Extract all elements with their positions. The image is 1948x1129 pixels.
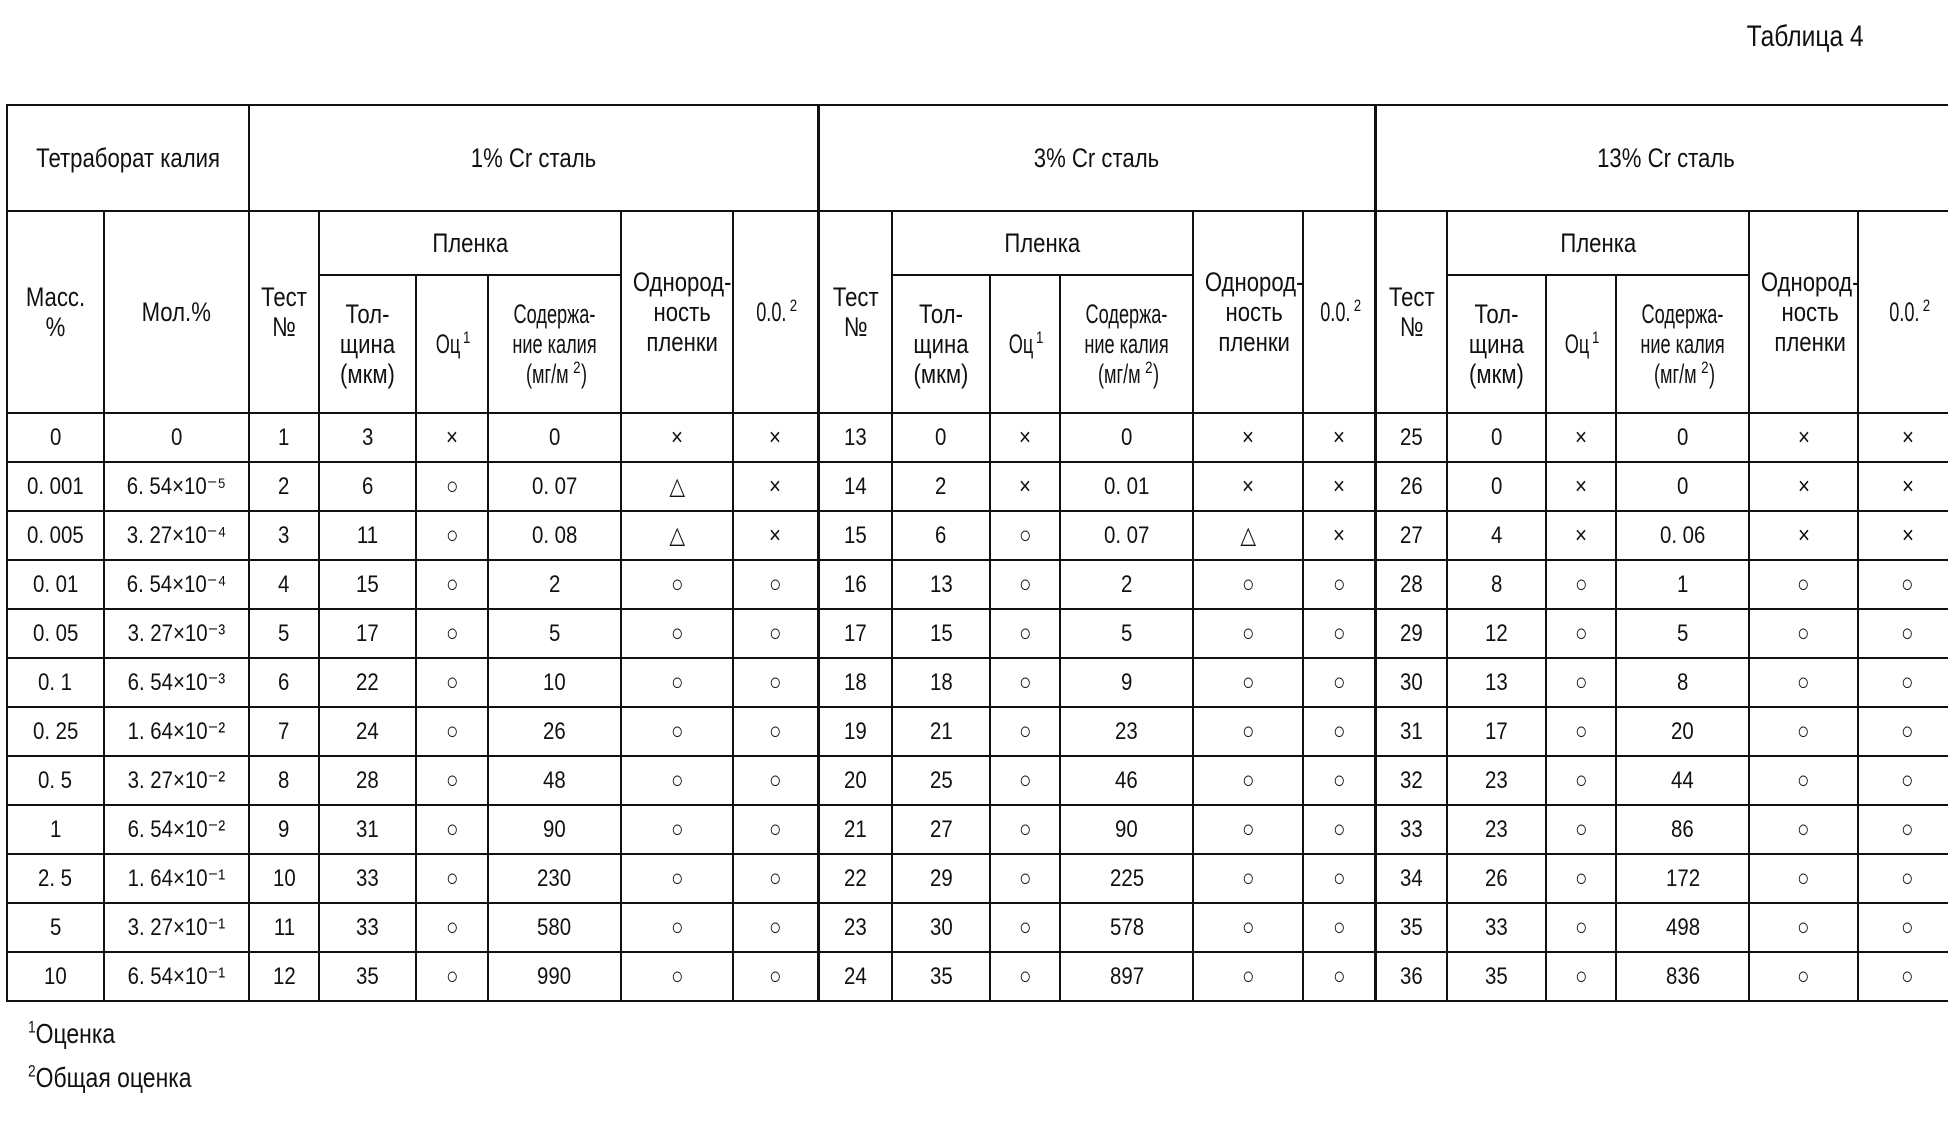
table-cell: × — [1546, 462, 1616, 511]
table-cell: ○ — [990, 952, 1060, 1001]
table-cell: 0. 001 — [7, 462, 104, 511]
table-cell: 22 — [319, 658, 416, 707]
table-cell: × — [1546, 511, 1616, 560]
table-cell: × — [1858, 511, 1948, 560]
table-cell: 2 — [249, 462, 319, 511]
table-cell: 6. 54×10⁻⁴ — [104, 560, 249, 609]
table-cell: ○ — [733, 952, 818, 1001]
table-cell: 1 — [1616, 560, 1749, 609]
table-cell: 21 — [892, 707, 990, 756]
table-cell: ○ — [1193, 707, 1303, 756]
table-cell: 29 — [892, 854, 990, 903]
table-cell: 9 — [249, 805, 319, 854]
table-cell: 5 — [7, 903, 104, 952]
table-cell: × — [1749, 462, 1858, 511]
header-score: Оц 1 — [990, 275, 1060, 413]
table-cell: 6. 54×10⁻² — [104, 805, 249, 854]
table-cell: ○ — [416, 511, 488, 560]
table-cell: ○ — [990, 756, 1060, 805]
table-cell: ○ — [416, 854, 488, 903]
table-cell: ○ — [1546, 805, 1616, 854]
header-group-2: 3% Cr сталь — [818, 105, 1375, 211]
table-cell: 0 — [1447, 413, 1546, 462]
table-cell: ○ — [1749, 854, 1858, 903]
table-cell: × — [990, 413, 1060, 462]
table-cell: ○ — [621, 560, 733, 609]
table-cell: 21 — [818, 805, 892, 854]
table-cell: 0. 005 — [7, 511, 104, 560]
table-cell: ○ — [1303, 707, 1375, 756]
table-cell: 34 — [1375, 854, 1447, 903]
table-cell: ○ — [416, 560, 488, 609]
table-cell: ○ — [621, 854, 733, 903]
table-cell: 25 — [1375, 413, 1447, 462]
table-row — [7, 707, 1948, 756]
table-cell: 18 — [892, 658, 990, 707]
table-cell: 1. 64×10⁻¹ — [104, 854, 249, 903]
table-cell: 6 — [319, 462, 416, 511]
table-cell: ○ — [1193, 903, 1303, 952]
table-cell: 14 — [818, 462, 892, 511]
table-cell: 15 — [818, 511, 892, 560]
table-cell: ○ — [1858, 609, 1948, 658]
table-row — [7, 609, 1948, 658]
table-cell: ○ — [1546, 560, 1616, 609]
table-row — [7, 560, 1948, 609]
table-cell: ○ — [1193, 560, 1303, 609]
table-cell: 7 — [249, 707, 319, 756]
table-cell: 26 — [488, 707, 621, 756]
table-cell: 5 — [1616, 609, 1749, 658]
footnote: 1Оценка — [28, 1018, 115, 1050]
table-cell: ○ — [733, 903, 818, 952]
table-cell: ○ — [1858, 756, 1948, 805]
table-cell: 1 — [249, 413, 319, 462]
table-cell: ○ — [990, 903, 1060, 952]
table-cell: 5 — [1060, 609, 1193, 658]
table-cell: ○ — [733, 756, 818, 805]
table-cell: 3. 27×10⁻¹ — [104, 903, 249, 952]
table-cell: ○ — [416, 462, 488, 511]
table-row — [7, 511, 1948, 560]
table-cell: 0. 05 — [7, 609, 104, 658]
table-cell: 13 — [818, 413, 892, 462]
table-cell: ○ — [990, 560, 1060, 609]
header-thickness: Тол-щина (мкм) — [319, 275, 416, 413]
table-cell: × — [1193, 413, 1303, 462]
header-overall: 0.0. 2 — [1303, 211, 1375, 413]
table-cell: × — [733, 511, 818, 560]
table-cell: △ — [621, 462, 733, 511]
table-cell: ○ — [1303, 609, 1375, 658]
table-cell: ○ — [1193, 609, 1303, 658]
table-cell: ○ — [1749, 609, 1858, 658]
table-cell: 16 — [818, 560, 892, 609]
table-cell: ○ — [621, 756, 733, 805]
table-cell: 0 — [1060, 413, 1193, 462]
table-cell: 0. 1 — [7, 658, 104, 707]
table-cell: ○ — [1749, 560, 1858, 609]
table-row — [7, 805, 1948, 854]
table-cell: ○ — [1303, 805, 1375, 854]
table-cell: 10 — [7, 952, 104, 1001]
table-cell: ○ — [1858, 658, 1948, 707]
table-cell: 0 — [7, 413, 104, 462]
table-cell: 172 — [1616, 854, 1749, 903]
table-cell: ○ — [1858, 805, 1948, 854]
table-cell: ○ — [1749, 658, 1858, 707]
table-cell: ○ — [1858, 952, 1948, 1001]
table-cell: ○ — [1858, 854, 1948, 903]
table-cell: ○ — [1749, 707, 1858, 756]
table-cell: 6. 54×10⁻³ — [104, 658, 249, 707]
table-cell: 0 — [1616, 413, 1749, 462]
table-cell: 33 — [1375, 805, 1447, 854]
table-cell: 33 — [1447, 903, 1546, 952]
table-cell: 11 — [319, 511, 416, 560]
header-test: Тест № — [249, 211, 319, 413]
table-cell: 18 — [818, 658, 892, 707]
table-cell: 20 — [818, 756, 892, 805]
table-cell: × — [733, 413, 818, 462]
table-cell: 0. 06 — [1616, 511, 1749, 560]
header-potassium: Содержа-ние калия (мг/м 2) — [488, 275, 621, 413]
header-score: Оц 1 — [416, 275, 488, 413]
table-cell: 0 — [488, 413, 621, 462]
table-cell: 2 — [1060, 560, 1193, 609]
table-cell: 836 — [1616, 952, 1749, 1001]
header-uniformity: Однород-ность пленки — [1193, 211, 1303, 413]
table-cell: 35 — [319, 952, 416, 1001]
table-cell: × — [1193, 462, 1303, 511]
table-cell: 0 — [1616, 462, 1749, 511]
table-cell: 2. 5 — [7, 854, 104, 903]
table-cell: 8 — [1447, 560, 1546, 609]
table-cell: 9 — [1060, 658, 1193, 707]
table-cell: 578 — [1060, 903, 1193, 952]
table-cell: ○ — [733, 854, 818, 903]
table-cell: 26 — [1375, 462, 1447, 511]
table-cell: 23 — [1447, 805, 1546, 854]
table-cell: 17 — [319, 609, 416, 658]
table-cell: ○ — [1303, 952, 1375, 1001]
table-cell: ○ — [416, 756, 488, 805]
table-row — [7, 658, 1948, 707]
table-cell: × — [416, 413, 488, 462]
header-overall: 0.0. 2 — [1858, 211, 1948, 413]
header-film: Пленка — [892, 211, 1193, 275]
table-cell: ○ — [1193, 952, 1303, 1001]
table-cell: ○ — [733, 707, 818, 756]
table-cell: 8 — [249, 756, 319, 805]
table-cell: ○ — [621, 707, 733, 756]
table-cell: 30 — [892, 903, 990, 952]
table-cell: 25 — [892, 756, 990, 805]
table-cell: 24 — [319, 707, 416, 756]
table-cell: 22 — [818, 854, 892, 903]
table-cell: ○ — [990, 511, 1060, 560]
header-uniformity: Однород-ность пленки — [621, 211, 733, 413]
header-film: Пленка — [1447, 211, 1749, 275]
data-table — [6, 104, 1948, 1002]
table-cell: × — [1303, 511, 1375, 560]
table-cell: ○ — [990, 658, 1060, 707]
table-cell: ○ — [1193, 756, 1303, 805]
table-cell: ○ — [1858, 707, 1948, 756]
table-cell: 23 — [1060, 707, 1193, 756]
header-potassium: Содержа-ние калия (мг/м 2) — [1060, 275, 1193, 413]
table-cell: 12 — [1447, 609, 1546, 658]
table-cell: 90 — [488, 805, 621, 854]
table-cell: ○ — [1546, 903, 1616, 952]
table-cell: 0. 01 — [1060, 462, 1193, 511]
table-cell: ○ — [621, 658, 733, 707]
table-cell: 6. 54×10⁻¹ — [104, 952, 249, 1001]
header-test: Тест № — [818, 211, 892, 413]
table-cell: 990 — [488, 952, 621, 1001]
table-cell: 5 — [488, 609, 621, 658]
table-cell: ○ — [416, 952, 488, 1001]
header-potassium: Содержа-ние калия (мг/м 2) — [1616, 275, 1749, 413]
table-cell: × — [990, 462, 1060, 511]
header-test: Тест № — [1375, 211, 1447, 413]
table-cell: 26 — [1447, 854, 1546, 903]
table-cell: 3. 27×10⁻⁴ — [104, 511, 249, 560]
table-cell: 10 — [249, 854, 319, 903]
table-cell: ○ — [1749, 903, 1858, 952]
header-tetraborate: Тетраборат калия — [7, 105, 249, 211]
table-cell: 13 — [892, 560, 990, 609]
table-cell: 0 — [1447, 462, 1546, 511]
table-cell: ○ — [621, 952, 733, 1001]
table-cell: ○ — [1546, 609, 1616, 658]
table-cell: ○ — [416, 805, 488, 854]
table-cell: ○ — [733, 609, 818, 658]
table-cell: 0. 08 — [488, 511, 621, 560]
table-cell: ○ — [416, 707, 488, 756]
table-cell: 6. 54×10⁻⁵ — [104, 462, 249, 511]
table-cell: ○ — [1193, 805, 1303, 854]
table-cell: ○ — [733, 805, 818, 854]
table-cell: 15 — [319, 560, 416, 609]
table-cell: 13 — [1447, 658, 1546, 707]
header-group-1: 1% Cr сталь — [249, 105, 818, 211]
table-cell: 17 — [1447, 707, 1546, 756]
table-row — [7, 903, 1948, 952]
table-cell: ○ — [416, 903, 488, 952]
table-cell: ○ — [1303, 756, 1375, 805]
table-cell: ○ — [990, 707, 1060, 756]
table-cell: 1 — [7, 805, 104, 854]
table-cell: ○ — [621, 903, 733, 952]
table-cell: 3 — [249, 511, 319, 560]
table-cell: 20 — [1616, 707, 1749, 756]
table-cell: 6 — [249, 658, 319, 707]
table-cell: × — [733, 462, 818, 511]
table-cell: ○ — [990, 805, 1060, 854]
header-score: Оц 1 — [1546, 275, 1616, 413]
header-uniformity: Однород-ность пленки — [1749, 211, 1858, 413]
table-cell: 35 — [1447, 952, 1546, 1001]
table-cell: × — [1858, 413, 1948, 462]
table-cell: 35 — [892, 952, 990, 1001]
table-cell: ○ — [1749, 805, 1858, 854]
table-cell: ○ — [416, 658, 488, 707]
table-cell: 0. 07 — [1060, 511, 1193, 560]
table-cell: ○ — [1303, 560, 1375, 609]
table-row — [7, 413, 1948, 462]
table-cell: × — [1749, 511, 1858, 560]
table-cell: 48 — [488, 756, 621, 805]
table-cell: 90 — [1060, 805, 1193, 854]
table-cell: ○ — [1303, 658, 1375, 707]
table-cell: 0. 5 — [7, 756, 104, 805]
table-cell: 230 — [488, 854, 621, 903]
table-cell: 27 — [892, 805, 990, 854]
table-cell: 3 — [319, 413, 416, 462]
table-title: Таблица 4 — [1747, 20, 1864, 54]
table-cell: ○ — [1193, 658, 1303, 707]
table-cell: 15 — [892, 609, 990, 658]
table-cell: 498 — [1616, 903, 1749, 952]
table-cell: ○ — [733, 560, 818, 609]
table-cell: 31 — [319, 805, 416, 854]
table-cell: × — [1546, 413, 1616, 462]
table-cell: △ — [1193, 511, 1303, 560]
table-cell: 5 — [249, 609, 319, 658]
table-cell: ○ — [416, 609, 488, 658]
table-cell: 17 — [818, 609, 892, 658]
table-cell: ○ — [1303, 854, 1375, 903]
table-cell: ○ — [1546, 707, 1616, 756]
table-cell: ○ — [990, 609, 1060, 658]
table-cell: 28 — [319, 756, 416, 805]
table-row — [7, 952, 1948, 1001]
table-cell: ○ — [1546, 952, 1616, 1001]
table-cell: 3. 27×10⁻³ — [104, 609, 249, 658]
table-cell: 33 — [319, 903, 416, 952]
table-cell: ○ — [1546, 658, 1616, 707]
table-cell: ○ — [1303, 903, 1375, 952]
table-cell: ○ — [1858, 560, 1948, 609]
table-cell: ○ — [1749, 952, 1858, 1001]
table-cell: ○ — [621, 609, 733, 658]
table-cell: 24 — [818, 952, 892, 1001]
table-cell: 2 — [488, 560, 621, 609]
table-cell: × — [1858, 462, 1948, 511]
table-cell: △ — [621, 511, 733, 560]
table-cell: 35 — [1375, 903, 1447, 952]
table-cell: 46 — [1060, 756, 1193, 805]
header-thickness: Тол-щина (мкм) — [1447, 275, 1546, 413]
table-cell: 12 — [249, 952, 319, 1001]
table-cell: 31 — [1375, 707, 1447, 756]
table-cell: 8 — [1616, 658, 1749, 707]
table-cell: ○ — [1858, 903, 1948, 952]
table-cell: 23 — [1447, 756, 1546, 805]
table-cell: 23 — [818, 903, 892, 952]
table-cell: ○ — [733, 658, 818, 707]
table-cell: ○ — [621, 805, 733, 854]
table-cell: 0. 07 — [488, 462, 621, 511]
footnote: 2Общая оценка — [28, 1062, 192, 1094]
table-cell: 6 — [892, 511, 990, 560]
table-cell: 29 — [1375, 609, 1447, 658]
header-mol: Мол.% — [104, 211, 249, 413]
table-cell: ○ — [1546, 854, 1616, 903]
table-cell: 0. 01 — [7, 560, 104, 609]
header-thickness: Тол-щина (мкм) — [892, 275, 990, 413]
table-cell: 897 — [1060, 952, 1193, 1001]
table-cell: 4 — [249, 560, 319, 609]
table-cell: ○ — [1749, 756, 1858, 805]
table-cell: 27 — [1375, 511, 1447, 560]
table-cell: ○ — [1193, 854, 1303, 903]
table-cell: 580 — [488, 903, 621, 952]
table-row — [7, 854, 1948, 903]
table-cell: 1. 64×10⁻² — [104, 707, 249, 756]
table-cell: 0. 25 — [7, 707, 104, 756]
table-row — [7, 756, 1948, 805]
table-cell: ○ — [1546, 756, 1616, 805]
table-cell: 36 — [1375, 952, 1447, 1001]
table-row — [7, 462, 1948, 511]
table-cell: 19 — [818, 707, 892, 756]
table-cell: 225 — [1060, 854, 1193, 903]
table-cell: ○ — [990, 854, 1060, 903]
table-cell: 44 — [1616, 756, 1749, 805]
table-cell: 2 — [892, 462, 990, 511]
table-cell: 10 — [488, 658, 621, 707]
table-cell: 28 — [1375, 560, 1447, 609]
table-cell: 32 — [1375, 756, 1447, 805]
header-overall: 0.0. 2 — [733, 211, 818, 413]
table-cell: 0 — [892, 413, 990, 462]
table-cell: × — [621, 413, 733, 462]
header-group-3: 13% Cr сталь — [1375, 105, 1948, 211]
table-cell: 30 — [1375, 658, 1447, 707]
table-cell: 86 — [1616, 805, 1749, 854]
table-cell: × — [1303, 413, 1375, 462]
table-cell: 11 — [249, 903, 319, 952]
table-cell: 33 — [319, 854, 416, 903]
table-cell: 0 — [104, 413, 249, 462]
table-cell: 3. 27×10⁻² — [104, 756, 249, 805]
header-film: Пленка — [319, 211, 621, 275]
table-cell: 4 — [1447, 511, 1546, 560]
table-cell: × — [1749, 413, 1858, 462]
table-cell: × — [1303, 462, 1375, 511]
header-mass: Масс. % — [7, 211, 104, 413]
